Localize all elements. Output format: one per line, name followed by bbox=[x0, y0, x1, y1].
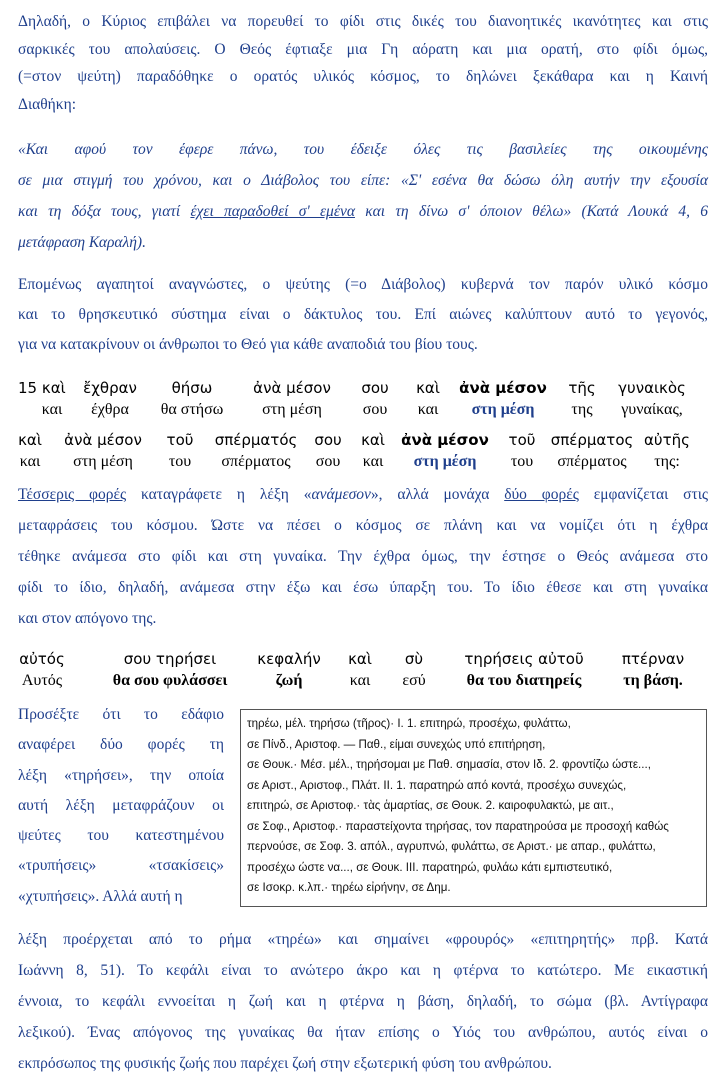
greek-word: κεφαλήν bbox=[257, 650, 321, 668]
quote-line: μετάφραση Καραλή). bbox=[18, 234, 146, 251]
text-line: λέξη «τηρήσει», την οποία bbox=[18, 766, 224, 784]
quote-line: σε μια στιγμή του χρόνου, και ο Διάβολος του είπε: «Σ' εσένα θα δώσω όλη αυτήν την εξουσία bbox=[18, 172, 708, 189]
translation-row bbox=[0, 453, 721, 475]
text-span: καταγράφετε η λέξη « bbox=[126, 486, 312, 503]
translation-word: ζωή bbox=[275, 672, 303, 689]
text-line: Δηλαδή, ο Κύριος επιβάλει να πορευθεί το φίδι στις δικές του διανοητικές ικανότητες και στις bbox=[18, 13, 708, 30]
text-line: φίδι το ίδιο, δηλαδή, ανάμεσα στην έξω και έσω ύπαρξη του. Το ίδιο έθεσε και στη γυναίκα bbox=[18, 579, 708, 596]
translation-word: στη μέση bbox=[413, 453, 477, 470]
greek-row bbox=[0, 379, 721, 401]
translation-word: σου bbox=[315, 453, 341, 470]
greek-word: πτέρναν bbox=[621, 650, 685, 668]
dictionary-line: τηρέω, μέλ. τηρήσω (τῆρος)· I. 1. επιτηρώ, προσέχω, φυλάττω, bbox=[247, 717, 571, 730]
dictionary-line: σε Σοφ., Αριστοφ.· παραστείχοντα τηρήσας, τον παρατηρούσα με προσοχή καθώς bbox=[247, 819, 669, 833]
underlined-phrase: Τέσσερις φορές bbox=[18, 486, 127, 503]
dictionary-line: σε Θουκ.· Μέσ. μέλ., τηρήσομαι με Παθ. σημασία, στον Ιδ. 2. φροντίζω ώστε..., bbox=[247, 758, 651, 771]
italic-word: ανάμεσον bbox=[311, 486, 371, 503]
greek-word: τοῦ bbox=[508, 431, 536, 449]
greek-word: ἔχθραν bbox=[83, 379, 137, 397]
underlined-phrase: δύο φορές bbox=[504, 486, 579, 503]
text-line: αναφέρει δύο φορές τη bbox=[18, 736, 224, 754]
text-line: και στον απόγονο της. bbox=[18, 610, 157, 627]
dictionary-line: σε Πίνδ., Αριστοφ. — Παθ., είμαι συνεχώς υπό επιτήρηση, bbox=[247, 737, 546, 751]
translation-word: θα του διατηρείς bbox=[466, 672, 582, 689]
text-line: Προσέξτε ότι το εδάφιο bbox=[18, 706, 224, 723]
greek-word: σὺ bbox=[404, 650, 424, 668]
paragraph-readers bbox=[18, 270, 708, 360]
translation-word: τη βάση. bbox=[623, 672, 683, 689]
text-span: εμφανίζεται στις bbox=[578, 486, 709, 503]
greek-word: καὶ bbox=[348, 650, 372, 668]
paragraph-conclusion bbox=[18, 924, 708, 1079]
translation-word: σπέρματος bbox=[557, 453, 627, 470]
translation-word: στη μέση bbox=[73, 453, 133, 470]
greek-word: τηρήσεις αὐτοῦ bbox=[464, 650, 584, 668]
translation-word: γυναίκας, bbox=[621, 401, 683, 418]
greek-word: τῆς bbox=[568, 379, 596, 397]
greek-word: αὐτῆς bbox=[644, 431, 690, 449]
text-line: τέθηκε ανάμεσα στο φίδι και στη γυναίκα. Την έχθρα όμως, την έστησε ο Θεός ανάμεσα στο bbox=[18, 548, 708, 565]
greek-word: τοῦ bbox=[166, 431, 194, 449]
translation-word: Αυτός bbox=[21, 672, 63, 689]
greek-word: σου bbox=[314, 431, 342, 449]
greek-word: αὐτός bbox=[19, 650, 65, 668]
translation-word: της bbox=[571, 401, 593, 418]
greek-word: θήσω bbox=[171, 379, 213, 397]
greek-word: σπέρματός bbox=[214, 431, 298, 449]
translation-word: έχθρα bbox=[91, 401, 129, 418]
translation-word: θα σου φυλάσσει bbox=[112, 672, 228, 689]
text-line: Επομένως αγαπητοί αναγνώστες, ο ψεύτης (=ο Διάβολος) κυβερνά τον παρόν υλικό κόσμο bbox=[18, 276, 708, 293]
text-line: έννοια, το κεφάλι εννοείται η ζωή και η φτέρνα η βάση, δηλαδή, το σώμα (βλ. Αντίγραφα bbox=[18, 993, 708, 1010]
translation-word: στη μέση bbox=[471, 401, 535, 418]
dictionary-line: επιτηρώ, σε Αριστοφ.· τὰς ἁμαρτίας, σε Θουκ. 2. καιροφυλακτώ, με αιτ., bbox=[247, 799, 614, 812]
translation-word: του bbox=[168, 453, 192, 470]
text-line: εκπρόσωπος της φυσικής ζωής που παρέχει ζωή στην εξωτερική φύση του ανθρώπου. bbox=[18, 1055, 552, 1072]
greek-word: σου bbox=[361, 379, 389, 397]
translation-word: θα στήσω bbox=[160, 401, 224, 418]
translation-word: εσύ bbox=[402, 672, 426, 689]
translation-word: σου bbox=[362, 401, 388, 418]
dictionary-line: περνούσε, σε Σοφ. 3. απόλ., αγρυπνώ, φυλάττω, σε Αριστ.· με απαρ., φυλάττω, bbox=[247, 840, 656, 853]
text-span: », αλλά μονάχα bbox=[370, 486, 505, 503]
greek-word: γυναικὸς bbox=[618, 379, 686, 397]
text-line: για να κατακρίνουν οι άνθρωποι το Θεό για κάθε αναποδιά του βίου τους. bbox=[18, 336, 478, 353]
side-paragraph bbox=[18, 700, 224, 912]
dictionary-line: σε Ισοκρ. κ.λπ.· τηρέω εἰρήνην, σε Δημ. bbox=[247, 881, 451, 894]
greek-word: ἀνὰ μέσον bbox=[253, 379, 331, 397]
translation-word: του bbox=[510, 453, 534, 470]
greek-word: σπέρματος bbox=[550, 431, 634, 449]
dictionary-line: σε Αριστ., Αριστοφ., Πλάτ. II. 1. παρατηρώ από κοντά, προσέχω συνεχώς, bbox=[247, 778, 627, 792]
greek-word: ἀνὰ μέσον bbox=[459, 379, 547, 397]
translation-word: σπέρματος bbox=[221, 453, 291, 470]
text-line: λέξη προέρχεται από το ρήμα «τηρέω» και σημαίνει «φρουρός» «επιτηρητής» πρβ. Κατά bbox=[18, 931, 708, 948]
translation-word: και bbox=[41, 401, 63, 418]
quote-line: «Και αφού τον έφερε πάνω, του έδειξε όλες τις βασιλείες της οικουμένης bbox=[18, 141, 708, 158]
translation-word: και bbox=[349, 672, 371, 689]
text-line: σαρκικές του απολαύσεις. Ο Θεός έφτιαξε μια Γη αόρατη και μια ορατή, στο φίδι όμως, bbox=[18, 40, 708, 58]
text-line: Διαθήκη: bbox=[18, 95, 77, 113]
greek-word: ἀνὰ μέσον bbox=[401, 431, 489, 449]
quote-text: και τη δίνω σ' όποιον θέλω» (Κατά Λουκά 4, 6 bbox=[354, 203, 708, 220]
dictionary-excerpt bbox=[240, 709, 707, 907]
text-line: μεταφράσεις του κόσμου. Ώστε να πέσει ο κόσμος σε πλάνη και να νομίζει ότι η έχθρα bbox=[18, 517, 708, 534]
text-line: Ιωάννη 8, 51). Το κεφάλι είναι το ανώτερο άκρο και η φτέρνα το κατώτερο. Με εικαστική bbox=[18, 962, 708, 979]
text-line: λεξικού). Ένας απόγονος της γυναίκας θα ήταν επίσης ο Υιός του ανθρώπου, αυτός είναι ο bbox=[18, 1024, 708, 1041]
translation-word: της: bbox=[654, 453, 680, 470]
scripture-quote bbox=[18, 134, 708, 258]
translation-word: και bbox=[19, 453, 41, 470]
quote-text: και τη δόξα τους, γιατί bbox=[18, 203, 191, 220]
quote-line bbox=[18, 196, 708, 227]
greek-word: καὶ bbox=[361, 431, 385, 449]
translation-word: και bbox=[417, 401, 439, 418]
translation-word: στη μέση bbox=[262, 401, 322, 418]
greek-row bbox=[0, 650, 721, 672]
text-line: «τρυπήσεις» «τσακίσεις» bbox=[18, 857, 224, 875]
greek-word: 15 καὶ bbox=[18, 379, 66, 397]
quote-underlined: έχει παραδοθεί σ' εμένα bbox=[190, 203, 355, 220]
text-line: και το θρησκευτικό σύστημα είναι ο δάκτυλος του. Επί αιώνες καλύπτουν αυτό το γεγονός, bbox=[18, 306, 708, 323]
text-line bbox=[18, 479, 708, 510]
text-line: «χτυπήσεις». Αλλά αυτή η bbox=[18, 887, 183, 905]
text-line: ψεύτες του κατεστημένου bbox=[18, 827, 224, 845]
translation-word: και bbox=[362, 453, 384, 470]
greek-word: καὶ bbox=[416, 379, 440, 397]
text-line: αυτή λέξη μεταφράζουν οι bbox=[18, 796, 224, 814]
greek-word: ἀνὰ μέσον bbox=[64, 431, 142, 449]
paragraph-intro bbox=[18, 8, 708, 118]
text-line: (=στον ψεύτη) παραδόθηκε ο ορατός υλικός κόσμος, το δηλώνει ξεκάθαρα και η Καινή bbox=[18, 68, 708, 86]
greek-word: καὶ bbox=[18, 431, 42, 449]
dictionary-line: προσέχω ώστε να..., σε Θουκ. III. παρατηρώ, φυλάω κάτι εμπιστευτικό, bbox=[247, 860, 613, 874]
greek-word: σου τηρήσει bbox=[123, 650, 217, 668]
translation-row bbox=[0, 672, 721, 694]
paragraph-translations bbox=[18, 479, 708, 634]
greek-row bbox=[0, 431, 721, 453]
translation-row bbox=[0, 401, 721, 423]
